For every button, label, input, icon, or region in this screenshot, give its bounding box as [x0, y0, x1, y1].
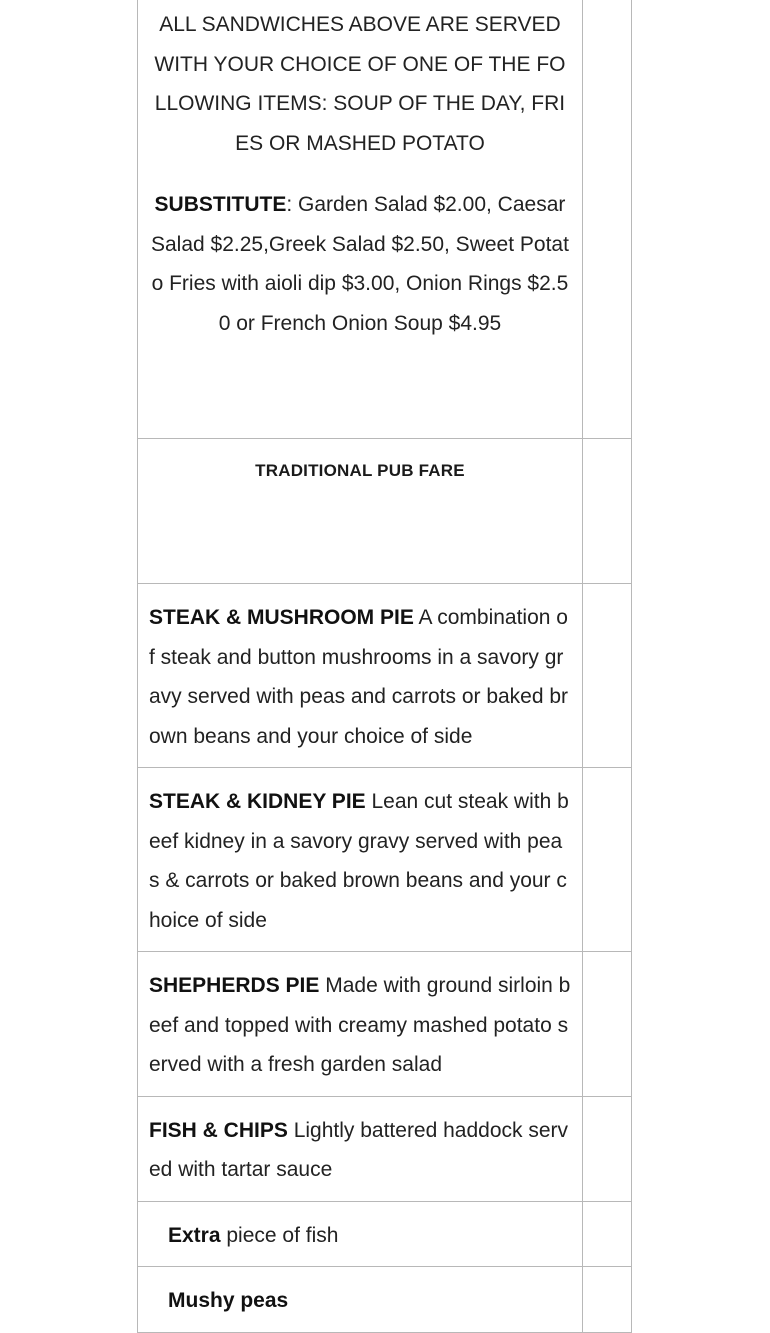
menu-item-cell — [138, 952, 583, 1097]
menu-item-description: piece of fish — [220, 1223, 339, 1247]
menu-item-row — [138, 584, 632, 768]
section-heading-cell — [138, 439, 583, 584]
price-cell — [582, 0, 631, 439]
section-title: TRADITIONAL PUB FARE — [255, 461, 465, 480]
substitute-text: : Garden Salad $2.00, Caesar Salad $2.25,Greek Salad $2.50, Sweet Potato Fries with aioli dip $3.00, Onion Rings $2.50 or French Onion Soup $4.95 — [150, 193, 569, 335]
menu-item-name: STEAK & MUSHROOM PIE — [149, 606, 414, 629]
menu-item-cell — [138, 584, 583, 768]
menu-item-row — [138, 1096, 632, 1201]
menu-item-cell — [138, 768, 583, 952]
menu-item-row — [138, 768, 632, 952]
price-cell — [582, 439, 631, 584]
price-cell — [582, 1201, 631, 1267]
menu-item-description: Made with ground sirloin beef and topped with creamy mashed potato served with a fresh garden salad — [149, 974, 571, 1076]
menu-item-row — [138, 1201, 632, 1267]
price-cell — [582, 584, 631, 768]
menu-item-cell — [138, 1201, 583, 1267]
sides-note: ALL SANDWICHES ABOVE ARE SERVED WITH YOUR CHOICE OF ONE OF THE FOLLOWING ITEMS: SOUP OF THE DAY, FRIES OR MASHED POTATO — [154, 13, 566, 155]
section-heading-row — [138, 439, 632, 584]
menu-item-description: Lightly battered haddock served with tartar sauce — [149, 1118, 569, 1181]
menu-table — [137, 0, 632, 1333]
menu-item-description: A combination of steak and button mushrooms in a savory gravy served with peas and carrots or baked brown beans and your choice of side — [149, 606, 569, 748]
substitute-label: SUBSTITUTE — [154, 193, 287, 216]
price-cell — [582, 952, 631, 1097]
menu-item-name: SHEPHERDS PIE — [149, 974, 320, 997]
intro-cell — [138, 0, 583, 439]
menu-item-cell — [138, 1267, 583, 1333]
price-cell — [582, 768, 631, 952]
menu-item-name: STEAK & KIDNEY PIE — [149, 790, 366, 813]
menu-item-cell — [138, 1096, 583, 1201]
intro-row — [138, 0, 632, 439]
substitute-note — [149, 185, 571, 343]
menu-item-description: Lean cut steak with beef kidney in a savory gravy served with peas & carrots or baked brown beans and your choice of side — [149, 790, 569, 932]
menu-item-name: Extra — [168, 1223, 221, 1247]
price-cell — [582, 1096, 631, 1201]
menu-item-name: Mushy peas — [168, 1289, 289, 1312]
price-cell — [582, 1267, 631, 1333]
menu-item-row — [138, 952, 632, 1097]
menu-item-row — [138, 1267, 632, 1333]
menu-item-name: FISH & CHIPS — [149, 1118, 288, 1142]
